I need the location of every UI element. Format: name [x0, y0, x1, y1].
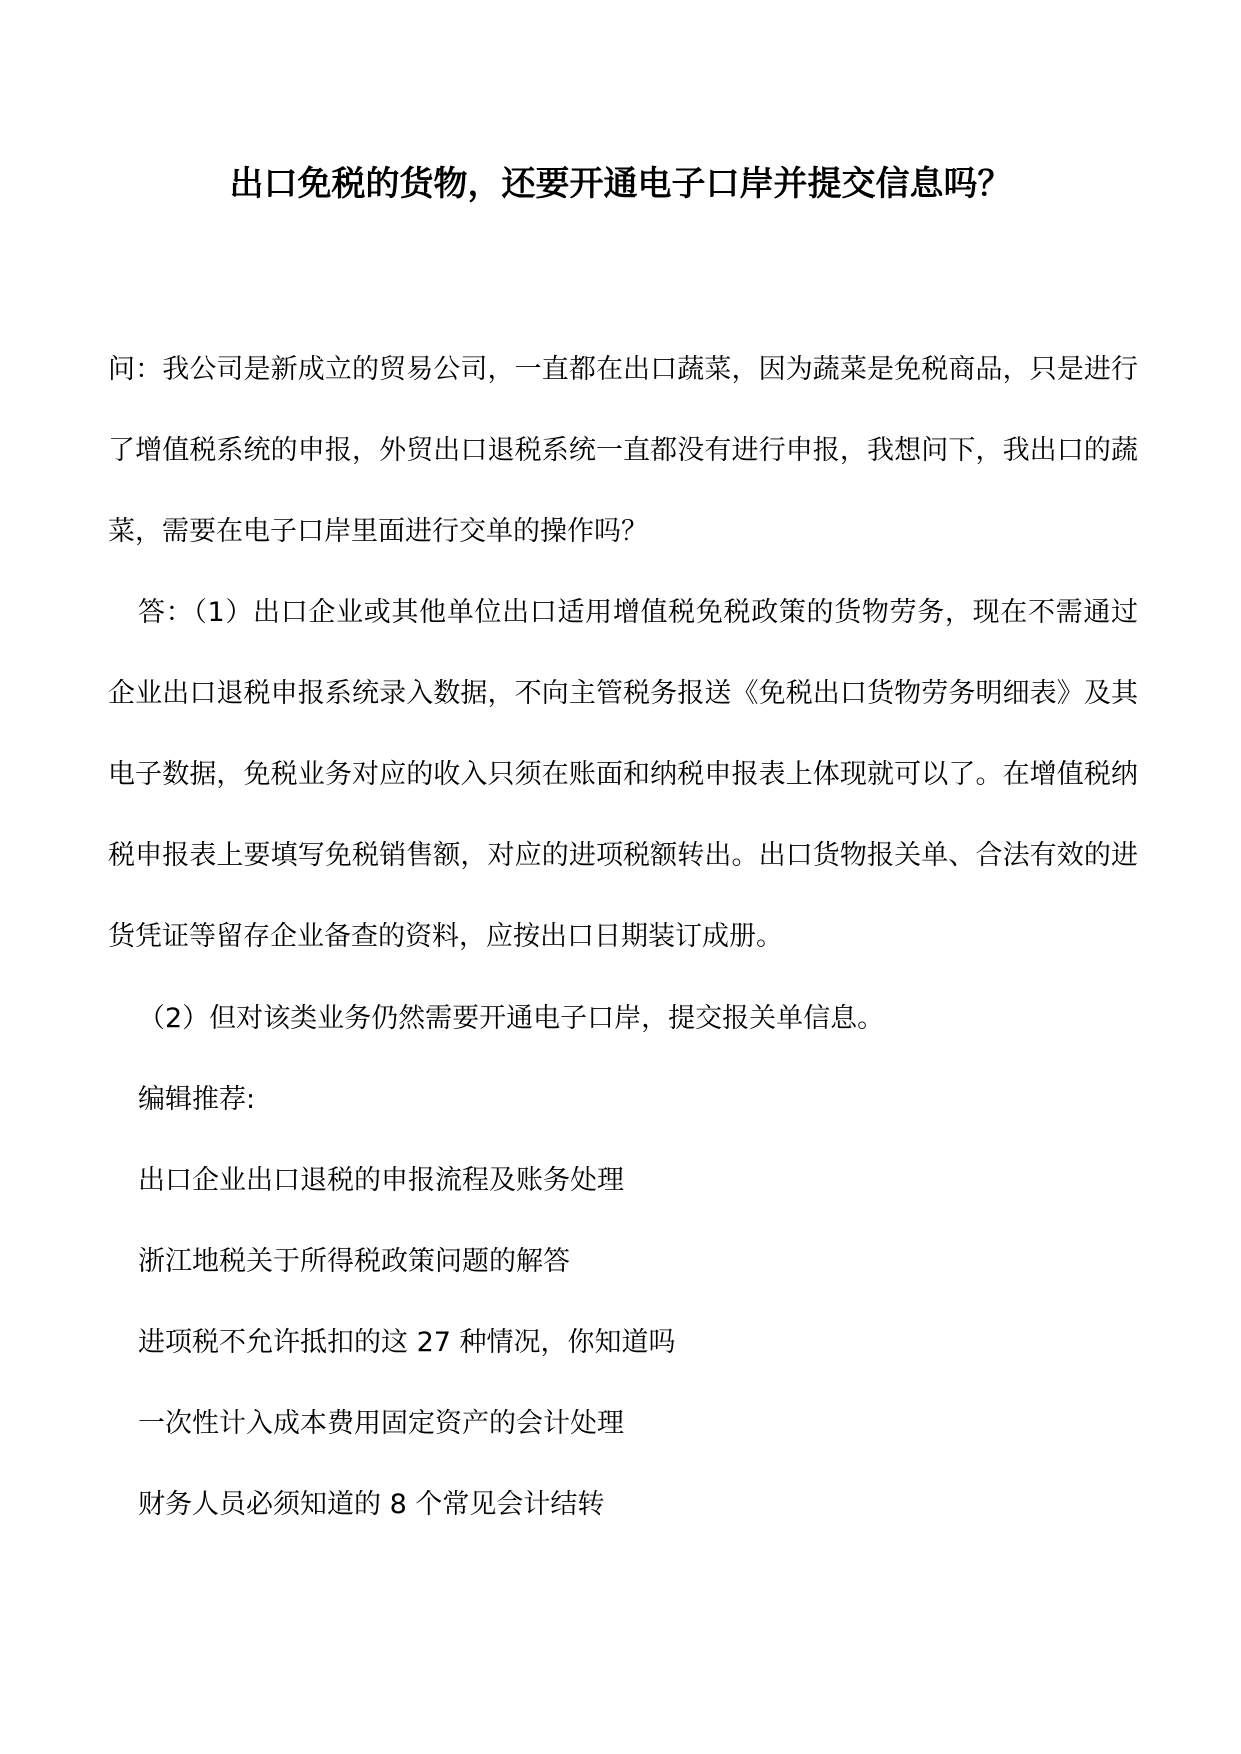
recommend-link-5[interactable]: 财务人员必须知道的 8 个常见会计结转 — [138, 1489, 605, 1520]
recommend-link-4[interactable]: 一次性计入成本费用固定资产的会计处理 — [138, 1408, 624, 1439]
recommend-heading: 编辑推荐: — [138, 1084, 256, 1115]
document-title: 出口免税的货物，还要开通电子口岸并提交信息吗？ — [229, 164, 1012, 204]
recommend-link-2[interactable]: 浙江地税关于所得税政策问题的解答 — [138, 1246, 570, 1277]
recommend-link-1[interactable]: 出口企业出口退税的申报流程及账务处理 — [138, 1165, 624, 1196]
recommend-list — [138, 1140, 676, 1545]
answer-paragraph-2: （2）但对该类业务仍然需要开通电子口岸，提交报关单信息。 — [138, 1003, 885, 1034]
recommend-link-3[interactable]: 进项税不允许抵扣的这 27 种情况，你知道吗 — [138, 1327, 676, 1358]
answer-paragraph-1: 答：（1）出口企业或其他单位出口适用增值税免税政策的货物劳务，现在不需通过企业出口退税申报系统录入数据，不向主管税务报送《免税出口货物劳务明细表》及其电子数据，免税业务对应的收入只须在账面和纳税申报表上体现就可以了。在增值税纳税申报表上要填写免税销售额，对应的进项税额转出。出口货物报关单、合法有效的进货凭证等留存企业备查的资料，应按出口日期装订成册。 — [108, 597, 1138, 952]
question-paragraph: 问：我公司是新成立的贸易公司，一直都在出口蔬菜，因为蔬菜是免税商品，只是进行了增值税系统的申报，外贸出口退税系统一直都没有进行申报，我想问下，我出口的蔬菜，需要在电子口岸里面进行交单的操作吗？ — [108, 354, 1138, 547]
